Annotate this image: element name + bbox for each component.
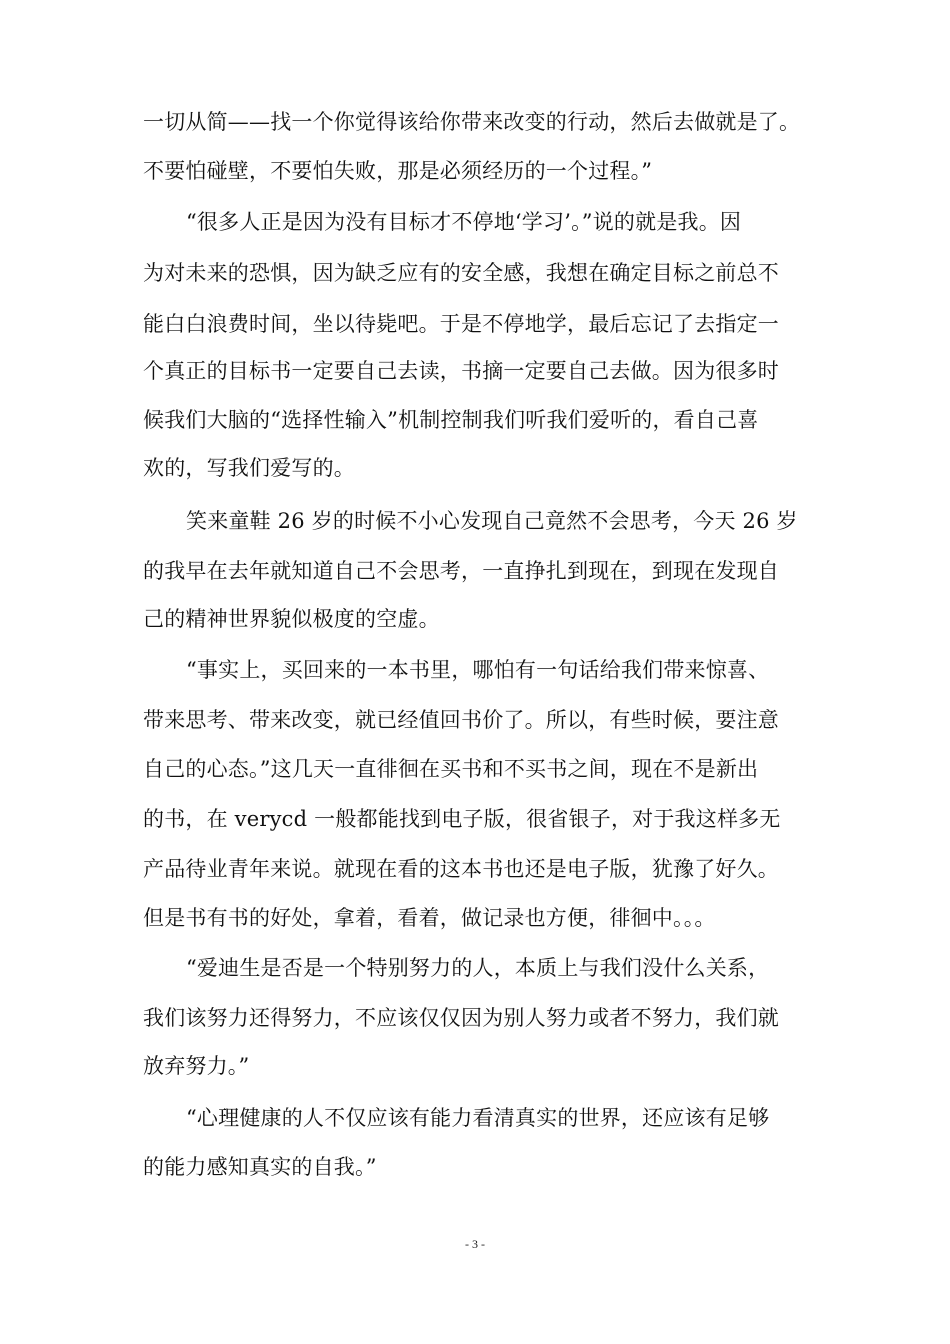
paragraph-first-line: “心理健康的人不仅应该有能力看清真实的世界，还应该有足够 [186, 1106, 770, 1130]
text-line: 一切从简——找一个你觉得该给你带来改变的行动，然后去做就是了。 [143, 110, 801, 134]
text-line: 自己的心态。”这几天一直徘徊在买书和不买书之间，现在不是新出 [143, 757, 759, 781]
text-line: 放弃努力。” [143, 1054, 250, 1078]
text-line: 能白白浪费时间，坐以待毙吧。于是不停地学，最后忘记了去指定一 [143, 312, 779, 336]
paragraph-first-line: “事实上，买回来的一本书里，哪怕有一句话给我们带来惊喜、 [186, 658, 770, 682]
paragraph-first-line: 笑来童鞋 26 岁的时候不小心发现自己竟然不会思考，今天 26 岁 [186, 509, 798, 533]
text-line: 但是书有书的好处，拿着，看着，做记录也方便，徘徊中。。。 [143, 906, 716, 930]
paragraph-first-line: “很多人正是因为没有目标才不停地‘学习’。”说的就是我。因 [186, 210, 742, 234]
text-line: 带来思考、带来改变，就已经值回书价了。所以，有些时候，要注意 [143, 708, 779, 732]
text-line: 个真正的目标书一定要自己去读，书摘一定要自己去做。因为很多时 [143, 359, 779, 383]
page-number: - 3 - [465, 1237, 485, 1251]
text-line: 的我早在去年就知道自己不会思考，一直挣扎到现在，到现在发现自 [143, 559, 779, 583]
text-line: 不要怕碰壁，不要怕失败，那是必须经历的一个过程。” [143, 159, 653, 183]
text-line: 欢的，写我们爱写的。 [143, 456, 355, 480]
text-line: 的书，在 verycd 一般都能找到电子版，很省银子，对于我这样多无 [143, 807, 781, 831]
text-line: 产品待业青年来说。就现在看的这本书也还是电子版，犹豫了好久。 [143, 857, 779, 881]
text-line: 候我们大脑的“选择性输入”机制控制我们听我们爱听的，看自己喜 [143, 408, 759, 432]
text-line: 我们该努力还得努力，不应该仅仅因为别人努力或者不努力，我们就 [143, 1006, 779, 1030]
text-line: 的能力感知真实的自我。” [143, 1155, 377, 1179]
text-line: 己的精神世界貌似极度的空虚。 [143, 607, 440, 631]
text-line: 为对未来的恐惧，因为缺乏应有的安全感，我想在确定目标之前总不 [143, 261, 779, 285]
paragraph-first-line: “爱迪生是否是一个特别努力的人，本质上与我们没什么关系， [186, 956, 770, 980]
